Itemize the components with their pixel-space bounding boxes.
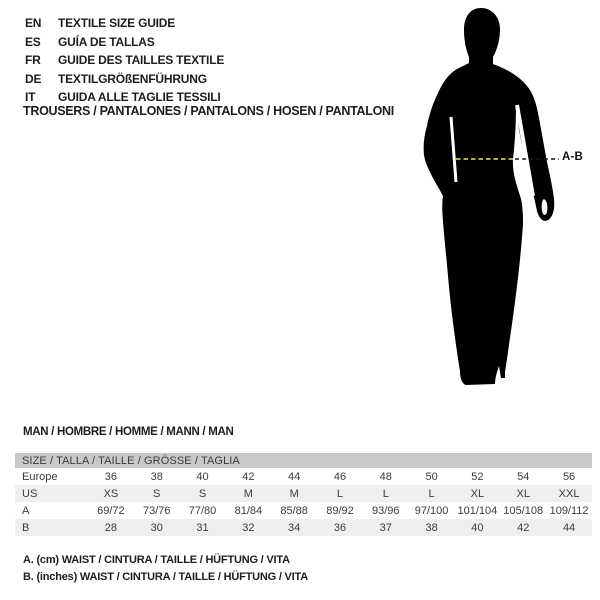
table-cell: 50: [425, 470, 438, 483]
gender-title: MAN / HOMBRE / HOMME / MANN / MAN: [23, 426, 234, 438]
table-cell: M: [243, 487, 253, 500]
table-row-us: [15, 485, 592, 502]
table-cell: 38: [425, 521, 438, 534]
table-cell: 48: [379, 470, 392, 483]
table-cell: 37: [379, 521, 392, 534]
measure-label: A-B: [562, 151, 584, 163]
table-row-europe: [15, 468, 592, 485]
table-cell: 42: [517, 521, 530, 534]
table-cell: 73/76: [142, 504, 171, 517]
table-cell: 89/92: [326, 504, 354, 517]
language-code: IT: [25, 90, 36, 105]
language-row: [25, 70, 224, 89]
row-label: B: [22, 521, 30, 534]
category-title: TROUSERS / PANTALONES / PANTALONS / HOSEN / PANTALONI: [23, 104, 394, 118]
language-label: GUIDE DES TAILLES TEXTILE: [58, 53, 225, 68]
table-cell: 105/108: [503, 504, 544, 517]
language-row: [25, 51, 224, 70]
table-cell: 54: [517, 470, 530, 483]
man-silhouette-path: [424, 8, 555, 385]
table-cell: 36: [333, 521, 347, 534]
language-label: GUIDA ALLE TAGLIE TESSILI: [58, 90, 221, 105]
language-code: ES: [25, 34, 41, 49]
row-label: A: [22, 504, 30, 517]
table-cell: L: [382, 487, 389, 500]
table-cell: 97/100: [414, 504, 449, 517]
table-cell: 36: [104, 470, 118, 483]
table-cell: 46: [333, 470, 347, 483]
table-cell: L: [428, 487, 435, 500]
table-cell: XXL: [558, 487, 580, 500]
man-silhouette: [420, 0, 600, 400]
table-cell: XS: [103, 487, 119, 500]
table-cell: 56: [562, 470, 576, 483]
table-cell: 40: [471, 521, 484, 534]
footnotes: [23, 552, 308, 586]
size-table-header: SIZE / TALLA / TAILLE / GRÖSSE / TAGLIA: [15, 453, 592, 468]
table-cell: L: [336, 487, 344, 500]
language-code: FR: [25, 53, 41, 68]
table-cell: XL: [470, 487, 485, 500]
table-row-a-cm: [15, 502, 592, 519]
language-list: [25, 14, 224, 107]
table-cell: 34: [288, 521, 301, 534]
table-cell: 77/80: [188, 504, 217, 517]
table-cell: 42: [242, 470, 255, 483]
table-cell: XL: [516, 487, 530, 500]
table-cell: 81/84: [234, 504, 263, 517]
table-cell: 101/104: [457, 504, 498, 517]
size-table: [15, 453, 592, 536]
table-cell: 44: [562, 521, 576, 534]
table-cell: 69/72: [97, 504, 125, 517]
table-cell: 40: [196, 470, 209, 483]
table-cell: S: [198, 487, 207, 500]
language-row: [25, 14, 224, 33]
table-cell: 31: [196, 521, 209, 534]
table-cell: 30: [150, 521, 163, 534]
language-code: EN: [25, 16, 42, 31]
table-cell: 109/112: [549, 504, 589, 517]
table-cell: M: [289, 487, 299, 500]
language-label: GUÍA DE TALLAS: [58, 34, 155, 49]
footnote-a-cm: A. (cm) WAIST / CINTURA / TAILLE / HÜFTUNG / VITA: [23, 554, 290, 566]
footnote-b-inches: B. (inches) WAIST / CINTURA / TAILLE / HÜFTUNG / VITA: [23, 571, 308, 583]
language-label: TEXTILGRÖßENFÜHRUNG: [58, 71, 207, 86]
table-cell: 38: [150, 470, 163, 483]
language-row: [25, 33, 224, 52]
table-cell: 85/88: [280, 504, 308, 517]
table-cell: 28: [104, 521, 118, 534]
language-code: DE: [25, 71, 42, 86]
table-row-b-inches: [15, 519, 592, 536]
language-label: TEXTILE SIZE GUIDE: [58, 16, 176, 31]
table-cell: S: [153, 487, 161, 500]
row-label: US: [22, 487, 38, 500]
table-cell: 93/96: [372, 504, 400, 517]
table-cell: 52: [471, 470, 484, 483]
size-table-header-row: [15, 453, 592, 468]
row-label: Europe: [22, 470, 58, 483]
table-cell: 32: [242, 521, 255, 534]
table-cell: 44: [288, 470, 301, 483]
